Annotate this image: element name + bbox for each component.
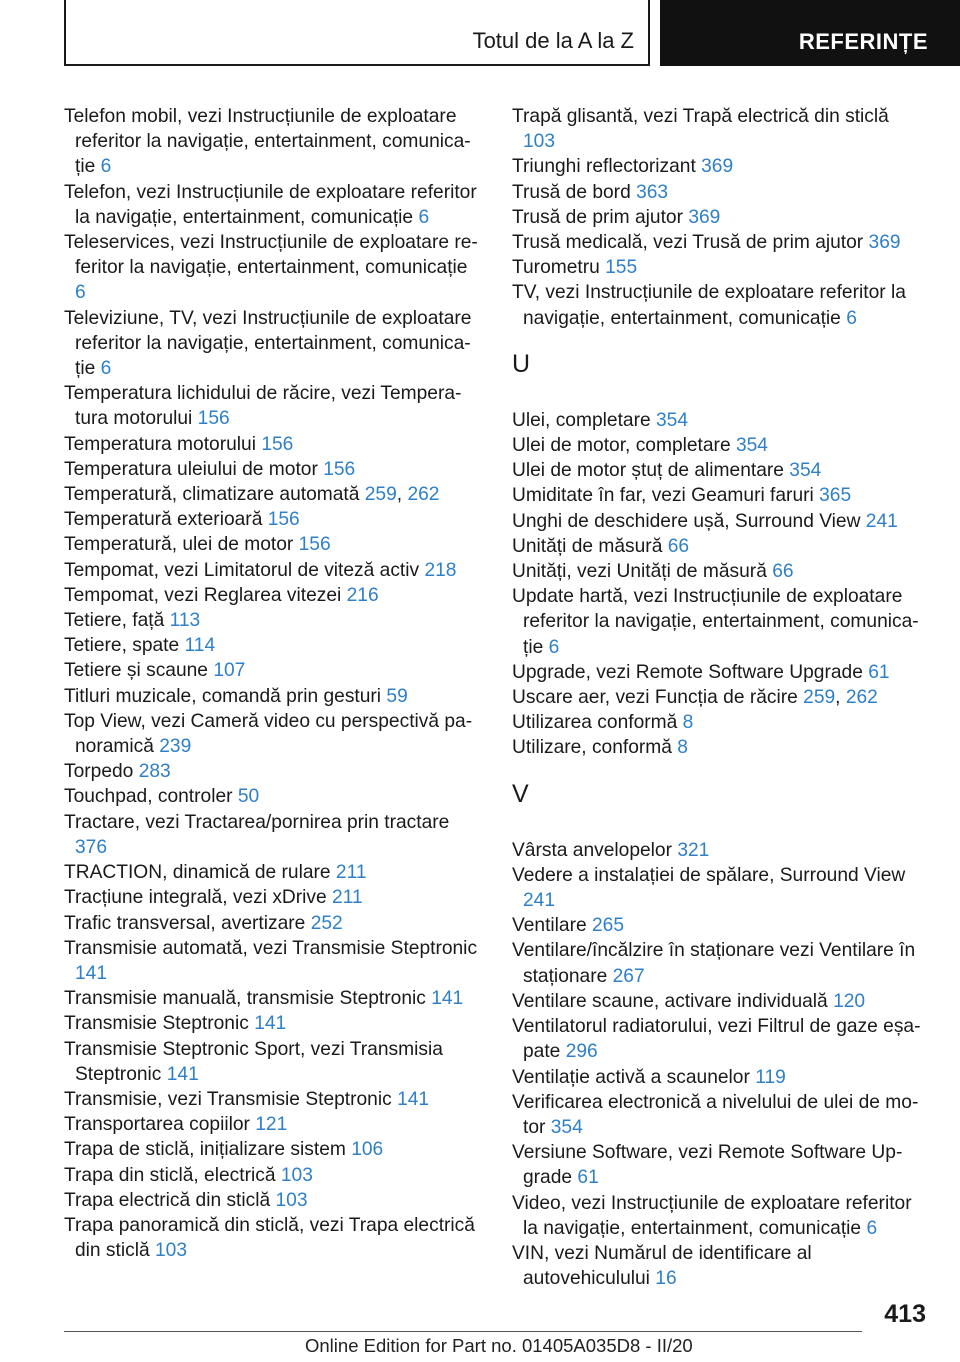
index-term: Teleservices, vezi Instrucțiunile de exploatare referitor la navigație, entertainment, comunicație [64,232,478,279]
index-term: Temperatură, climatizare automată [64,484,360,506]
index-term: Ulei, completare [512,409,651,431]
index-entry [512,710,926,735]
index-term: Vedere a instalației de spălare, Surround View [512,864,906,886]
page-reference-link[interactable]: 354 [550,1116,583,1138]
index-term: Trapa din sticlă, electrică [64,1164,276,1186]
index-letter-v: V [512,779,529,808]
index-term: Torpedo [64,761,134,783]
index-term: Ulei de motor, completare [512,435,731,457]
index-entry [64,633,478,658]
index-term: Trapa de sticlă, inițializare sistem [64,1139,346,1161]
page-reference-link[interactable]: 365 [819,485,852,507]
page-reference-link[interactable]: 8 [682,712,694,734]
index-term: Upgrade, vezi Remote Software Upgrade [512,661,863,683]
page-reference-link[interactable]: 141 [254,1013,287,1035]
page-reference-link[interactable]: 156 [267,509,300,531]
index-entry [512,584,926,660]
index-column-right [512,104,926,1291]
page-reference-link[interactable]: 16 [655,1268,677,1290]
index-entry [64,936,478,986]
page-reference-link[interactable]: 66 [772,561,794,583]
index-term: Umiditate în far, vezi Geamuri faruri [512,485,814,507]
page-reference-link[interactable]: 107 [213,660,246,682]
page-reference-link[interactable]: 354 [655,409,688,431]
page-reference-link[interactable]: 321 [677,839,710,861]
index-term: Ventilație activă a scaunelor [512,1066,750,1088]
index-term: Tetiere, față [64,610,165,632]
page-reference-link[interactable]: 216 [346,584,379,606]
index-entry [512,1065,926,1090]
page-reference-link[interactable]: 267 [612,965,645,987]
index-entry [512,205,926,230]
page-reference-link[interactable]: 141 [397,1088,430,1110]
page-reference-link[interactable]: 103 [523,131,556,153]
index-entry [64,1213,478,1263]
footer-divider [64,1331,862,1332]
index-entry [512,280,926,330]
index-term: Utilizarea conformă [512,712,678,734]
index-term: Verificarea electronică a nivelului de ulei de motor [512,1091,919,1138]
page-reference-link[interactable]: 8 [677,737,688,759]
page-reference-link[interactable]: 265 [592,915,625,937]
index-entry [512,838,926,863]
page-reference-link[interactable]: 376 [75,836,108,858]
index-entry [512,1191,926,1241]
page-reference-link[interactable]: 252 [310,912,343,934]
index-term: Unități, vezi Unități de măsură [512,561,767,583]
index-entry: Uscare aer, vezi Funcția de răcire 259, 262 [512,687,878,709]
page-reference-link[interactable]: 50 [237,786,260,808]
index-term: Trafic transversal, avertizare [64,912,306,934]
index-entry [512,483,926,508]
index-term: Titluri muzicale, comandă prin gesturi [64,685,382,707]
index-entry [64,306,478,382]
page-reference-link[interactable]: 156 [261,433,294,455]
index-term: Ventilare/încălzire în staționare vezi Ventilare în staționare [512,940,916,987]
page-reference-link[interactable]: 6 [75,282,86,304]
page-reference-link[interactable]: 354 [789,460,822,482]
index-entry [512,735,926,760]
page-reference-link[interactable]: 354 [735,435,768,457]
page-reference-link[interactable]: 103 [280,1164,313,1186]
index-term: Tempomat, vezi Limitatorul de viteză activ [64,559,420,581]
page-reference-link[interactable]: 262 [845,687,878,709]
index-group-t-continued [512,104,926,331]
index-entry [512,913,926,938]
index-term: Transmisie, vezi Transmisie Steptronic [64,1088,392,1110]
index-entry [512,559,926,584]
page-reference-link[interactable]: 6 [418,206,430,228]
index-entry [512,989,926,1014]
index-entry [64,381,478,431]
index-term: Versiune Software, vezi Remote Software Upgrade [512,1142,903,1189]
index-term: Ventilatorul radiatorului, vezi Filtrul de gaze eșapate [512,1016,921,1063]
page-reference-link[interactable]: 156 [197,408,230,430]
index-entry [64,180,478,230]
page-reference-link[interactable]: 259 [364,484,397,506]
page-reference-link[interactable]: 259 [803,687,836,709]
page-reference-link[interactable]: 262 [407,484,440,506]
index-entry [64,784,478,809]
index-entry [512,660,926,685]
index-entry [512,863,926,913]
page-reference-link[interactable]: 283 [138,761,171,783]
index-entry [512,509,926,534]
index-entry [64,759,478,784]
index-term: Temperatura uleiului de motor [64,458,318,480]
index-term: VIN, vezi Numărul de identificare al autovehiculului [512,1242,812,1290]
index-term: Tractare, vezi Tractarea/pornirea prin tractare [64,811,450,833]
index-term: Unghi de deschidere ușă, Surround View [512,510,861,532]
page-reference-link[interactable]: 369 [688,206,721,228]
index-entry [64,558,478,583]
index-entry [64,1137,478,1162]
page-reference-link[interactable]: 156 [298,534,331,556]
index-entry [64,986,478,1011]
index-term: Vârsta anvelopelor [512,839,672,861]
index-term: Trusă de prim ajutor [512,206,683,228]
index-term: Turometru [512,257,600,279]
page-reference-link[interactable]: 113 [169,610,201,632]
index-entry [64,532,478,557]
index-term: Trapa panoramică din sticlă, vezi Trapa electrică din sticlă [64,1214,475,1262]
page-reference-link[interactable]: 296 [565,1041,598,1063]
index-term: Trusă medicală, vezi Trusă de prim ajutor [512,232,864,254]
page-reference-link[interactable]: 6 [548,636,560,658]
index-term: Transmisie Steptronic [64,1013,249,1035]
page-reference-link[interactable]: 141 [166,1063,199,1085]
index-term: Temperatura motorului [64,433,256,455]
index-term: Tetiere și scaune [64,660,208,682]
page-reference-link[interactable]: 103 [275,1189,308,1211]
page-reference-link[interactable]: 141 [431,988,464,1010]
index-entry [64,432,478,457]
index-term: Tetiere, spate [64,635,180,657]
page-reference-link[interactable]: 363 [636,181,669,203]
index-term: Unități de măsură [512,535,663,557]
page-reference-link[interactable]: 114 [184,635,216,657]
index-entry [512,1090,926,1140]
page-reference-link[interactable]: 61 [577,1167,599,1189]
index-term: Touchpad, controler [64,786,233,808]
index-entry [512,1241,926,1291]
page-reference-link[interactable]: 61 [868,661,890,683]
index-entry [64,583,478,608]
page-reference-link[interactable]: 119 [755,1066,786,1088]
page-reference-link[interactable]: 155 [605,257,638,279]
page-reference-link[interactable]: 241 [523,890,556,912]
index-letter-u: U [512,349,531,378]
index-term: Update hartă, vezi Instrucțiunile de exploatare referitor la navigație, entertainment, comunicație [512,586,919,658]
index-entry [64,810,478,860]
index-entry [512,230,926,255]
index-term: Transmisie manuală, transmisie Steptronic [64,988,426,1010]
index-column-left [64,104,478,1263]
index-entry [64,104,478,180]
index-term: Transportarea copiilor [64,1114,250,1136]
index-entry [512,433,926,458]
index-term: Tracțiune integrală, vezi xDrive [64,887,327,909]
index-term: Telefon, vezi Instrucțiunile de exploatare referitor la navigație, entertainment, comunicație [64,181,477,228]
index-entry [512,180,926,205]
page-reference-link[interactable]: 106 [351,1139,384,1161]
edition-footer: Online Edition for Part no. 01405A035D8 - II/20 [305,1335,693,1356]
index-term: Televiziune, TV, vezi Instrucțiunile de exploatare referitor la navigație, entertainment, comunicație [64,307,472,380]
page-reference-link[interactable]: 369 [868,232,901,254]
index-term: Triunghi reflectorizant [512,156,696,178]
index-term: Temperatură, ulei de motor [64,534,294,556]
page-reference-link[interactable]: 6 [866,1217,878,1239]
index-term: Telefon mobil, vezi Instrucțiunile de exploatare referitor la navigație, entertainment, comunicație [64,106,471,178]
index-term: Uscare aer, vezi Funcția de răcire [512,687,798,709]
page-reference-link[interactable]: 59 [386,685,408,707]
index-term: Top View, vezi Cameră video cu perspectivă panoramică [64,710,473,758]
page-reference-link[interactable]: 241 [865,510,898,532]
index-term: Video, vezi Instrucțiunile de exploatare referitor la navigație, entertainment, comunicație [512,1192,912,1239]
index-entry [512,154,926,179]
page-reference-link[interactable]: 369 [701,156,734,178]
index-term: Ventilare scaune, activare individuală [512,990,828,1012]
index-entry [64,658,478,683]
page-reference-link[interactable]: 211 [332,887,363,909]
index-entry [64,1011,478,1036]
chapter-title: REFERINȚE [798,29,928,54]
index-term: TV, vezi Instrucțiunile de exploatare referitor la navigație, entertainment, comunicație [512,282,906,329]
index-entry [64,885,478,910]
index-term: Trusă de bord [512,181,631,203]
index-term: Trapă glisantă, vezi Trapă electrică din sticlă [512,106,889,127]
page-reference-link[interactable]: 156 [323,458,356,480]
page-reference-link[interactable]: 6 [100,156,112,178]
index-entry [64,709,478,759]
index-entry: Temperatură, climatizare automată 259, 262 [64,484,440,506]
page-reference-link[interactable]: 121 [255,1114,288,1136]
index-term: Transmisie automată, vezi Transmisie Steptronic [64,937,478,959]
index-entry [64,1163,478,1188]
index-term: Tempomat, vezi Reglarea vitezei [64,584,342,606]
index-term: Transmisie Steptronic Sport, vezi Transmisia Steptronic [64,1038,443,1085]
index-entry [64,1037,478,1087]
page-number: 413 [884,1300,926,1328]
index-entry [512,458,926,483]
page-reference-link[interactable]: 239 [159,736,192,758]
index-entry [512,938,926,988]
index-entry [64,860,478,885]
index-entry [64,911,478,936]
index-entry [512,1140,926,1190]
index-entry [512,255,926,280]
chapter-tab [660,0,960,66]
index-term: Temperatura lichidului de răcire, vezi Temperatura motorului [64,383,462,430]
page-reference-link[interactable]: 211 [335,862,367,884]
page-reference-link[interactable]: 141 [75,962,108,984]
index-term: TRACTION, dinamică de rulare [64,862,331,884]
index-group-v [512,838,926,1292]
index-term: Ulei de motor ștuț de alimentare [512,460,784,482]
page-reference-link[interactable]: 218 [424,559,457,581]
section-title: Totul de la A la Z [472,28,634,53]
index-entry [64,457,478,482]
index-entry [64,230,478,306]
index-entry [64,1188,478,1213]
index-entry [64,507,478,532]
index-entry [64,1087,478,1112]
index-term: Utilizare, conformă [512,737,672,759]
index-term: Trapa electrică din sticlă [64,1189,271,1211]
index-entry [512,104,926,154]
index-term: Ventilare [512,915,587,937]
page-reference-link[interactable]: 6 [100,358,112,380]
page-reference-link[interactable]: 66 [667,535,690,557]
index-group-u [512,408,926,761]
page-reference-link[interactable]: 6 [846,307,857,329]
index-entry [512,1014,926,1064]
index-entry [64,684,478,709]
section-tab [64,0,650,66]
index-entry [64,1112,478,1137]
page-reference-link[interactable]: 120 [833,990,866,1012]
index-entry [64,608,478,633]
page-reference-link[interactable]: 103 [155,1240,188,1262]
index-entry [512,534,926,559]
index-term: Temperatură exterioară [64,509,263,531]
page-header [0,0,960,66]
index-entry [512,408,926,433]
